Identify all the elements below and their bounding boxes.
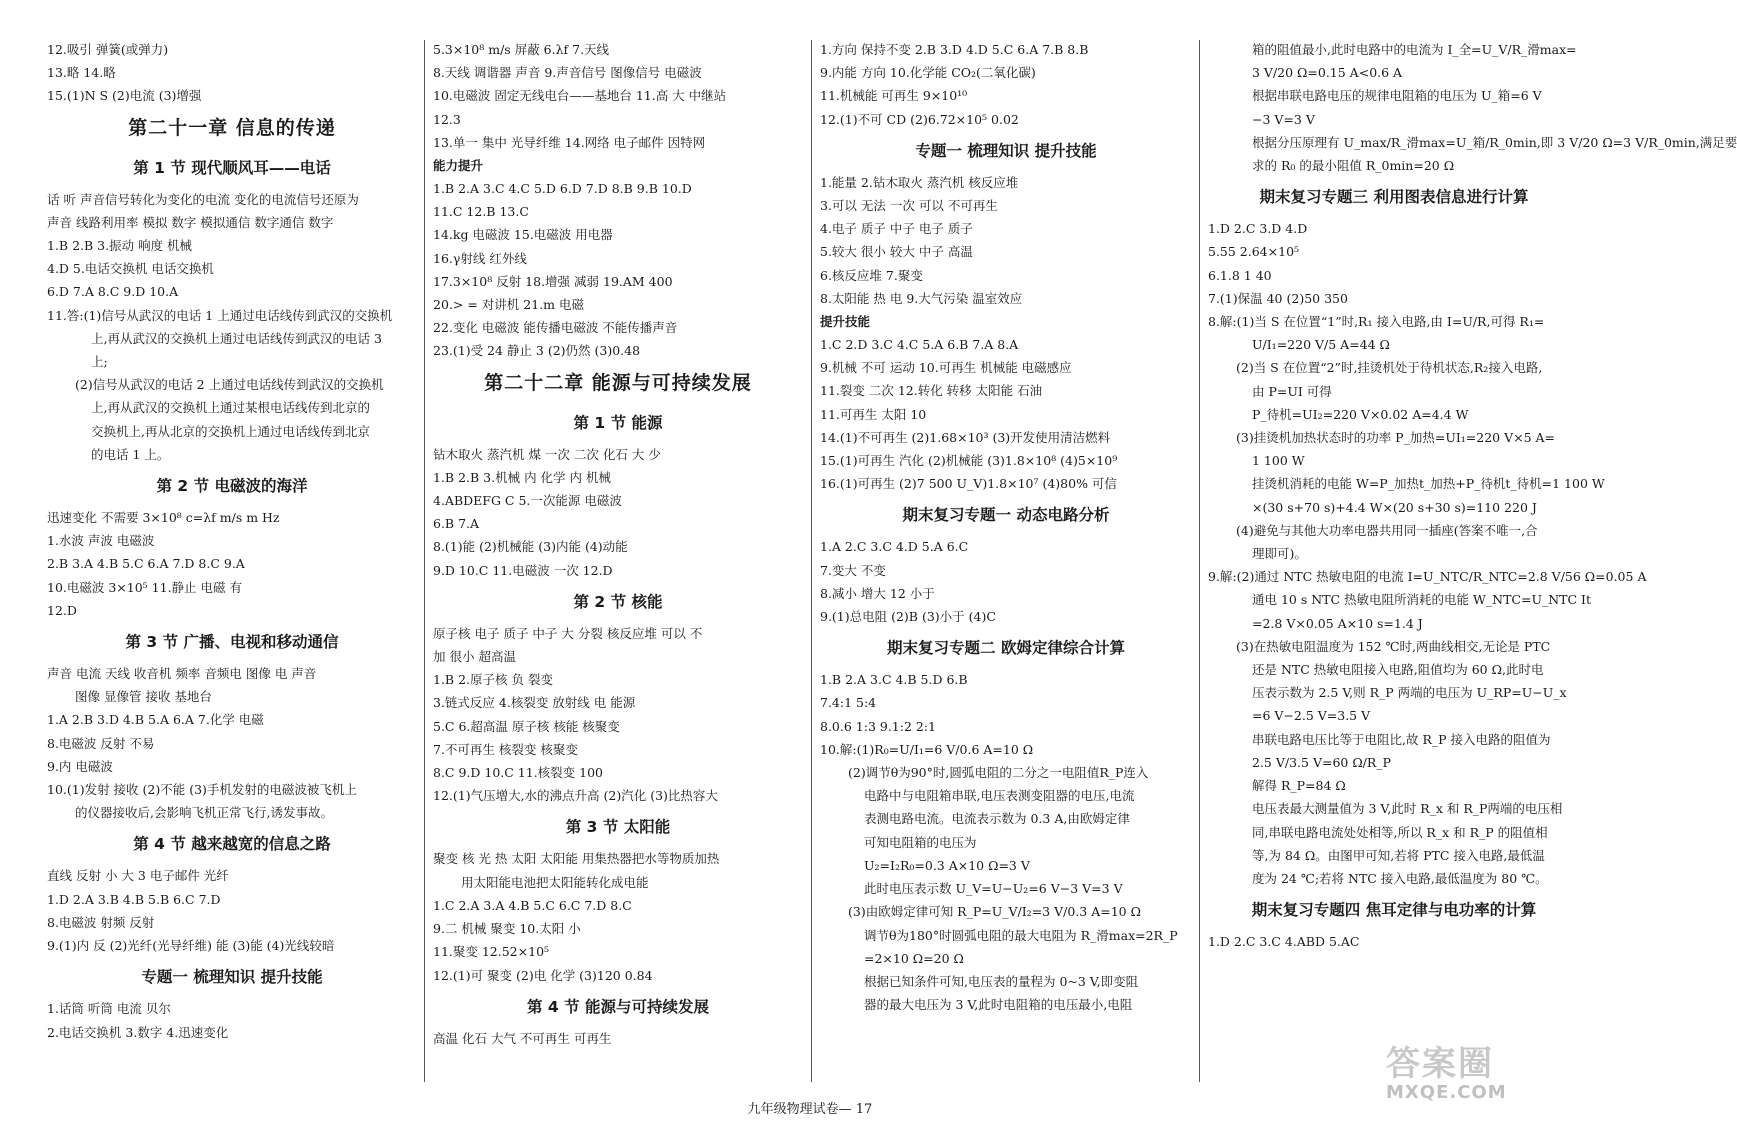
section-heading: 期末复习专题三 利用图表信息进行计算: [1259, 188, 1529, 207]
answer-line: 根据串联电路电压的规律电阻箱的电压为 U_箱=6 V: [1252, 88, 1542, 104]
answer-line: 23.(1)受 24 静止 3 (2)仍然 (3)0.48: [433, 343, 641, 359]
answer-line: 1.B 2.A 3.C 4.C 5.D 6.D 7.D 8.B 9.B 10.D: [433, 181, 692, 197]
answer-line: (4)避免与其他大功率电器共用同一插座(答案不唯一,合: [1236, 522, 1538, 538]
answer-line: 9.(1)内 反 (2)光纤(光导纤维) 能 (3)能 (4)光线较暗: [47, 938, 335, 954]
chapter-heading: 第二十一章 信息的传递: [128, 116, 336, 139]
answer-line: 1 100 W: [1252, 453, 1305, 469]
answer-line: 10.(1)发射 接收 (2)不能 (3)手机发射的电磁波被飞机上: [47, 782, 357, 798]
section-heading: 第 4 节 能源与可持续发展: [527, 997, 709, 1016]
answer-line: 度为 24 ℃;若将 NTC 接入电路,最低温度为 80 ℃。: [1252, 870, 1548, 886]
answer-line: 1.B 2.B 3.振动 响度 机械: [47, 238, 193, 254]
answer-line: 12.3: [433, 111, 461, 127]
answer-line: 的电话 1 上。: [91, 446, 170, 462]
answer-line: 2.5 V/3.5 V=60 Ω/R_P: [1252, 754, 1391, 770]
answer-line: 3.可以 无法 一次 可以 不可再生: [820, 198, 998, 214]
answer-line: 器的最大电压为 3 V,此时电阻箱的电压最小,电阻: [864, 997, 1133, 1013]
answer-line: 1.A 2.B 3.D 4.B 5.A 6.A 7.化学 电磁: [47, 712, 264, 728]
answer-line: 1.C 2.D 3.C 4.C 5.A 6.B 7.A 8.A: [820, 337, 1019, 353]
answer-line: 1.话筒 听筒 电流 贝尔: [47, 1001, 171, 1017]
column-divider: [424, 40, 425, 1082]
answer-line: 1.B 2.原子核 负 裂变: [433, 672, 553, 688]
answer-line: 12.(1)不可 CD (2)6.72×10⁵ 0.02: [820, 111, 1019, 127]
answer-line: 上,再从武汉的交换机上通过电话线传到武汉的电话 3: [91, 330, 382, 346]
answer-line: 3 V/20 Ω=0.15 A<0.6 A: [1252, 65, 1403, 81]
answer-line: 8.电磁波 射频 反射: [47, 914, 155, 930]
answer-line: 用太阳能电池把太阳能转化成电能: [461, 874, 649, 890]
answer-line: =2×10 Ω=20 Ω: [864, 950, 964, 966]
watermark-logo: [1386, 1046, 1586, 1116]
answer-line: 解得 R_P=84 Ω: [1252, 778, 1346, 794]
answer-line: 13.单一 集中 光导纤维 14.网络 电子邮件 因特网: [433, 134, 706, 150]
answer-line: 6.B 7.A: [433, 516, 480, 532]
section-heading: 期末复习专题二 欧姆定律综合计算: [887, 639, 1125, 658]
answer-line: 16.(1)可再生 (2)7 500 U_V)1.8×10⁷ (4)80% 可信: [820, 476, 1117, 492]
answer-line: (2)调节θ为90°时,圆弧电阻的二分之一电阻值R_P连入: [848, 765, 1149, 781]
answer-line: 9.(1)总电阻 (2)B (3)小于 (4)C: [820, 609, 996, 625]
answer-line: 12.D: [47, 602, 77, 618]
answer-line: U₂=I₂R₀=0.3 A×10 Ω=3 V: [864, 857, 1030, 873]
answer-line: 13.略 14.略: [47, 65, 116, 81]
answer-line: 1.B 2.B 3.机械 内 化学 内 机械: [433, 469, 611, 485]
answer-line: 4.ABDEFG C 5.一次能源 电磁波: [433, 493, 622, 509]
answer-line: 7.4:1 5:4: [820, 695, 877, 711]
answer-line: 14.(1)不可再生 (2)1.68×10³ (3)开发使用清洁燃料: [820, 429, 1111, 445]
answer-line: 1.水波 声波 电磁波: [47, 533, 155, 549]
answer-line: (2)当 S 在位置“2”时,挂烫机处于待机状态,R₂接入电路,: [1236, 360, 1543, 376]
answer-line: 通电 10 s NTC 热敏电阻所消耗的电能 W_NTC=U_NTC It: [1252, 592, 1591, 608]
answer-line: 话 听 声音信号转化为变化的电流 变化的电流信号还原为: [47, 191, 359, 207]
answer-line: 15.(1)N S (2)电流 (3)增强: [47, 88, 202, 104]
answer-line: 交换机上,再从北京的交换机上通过电话线传到北京: [91, 423, 370, 439]
answer-line: 12.(1)可 聚变 (2)电 化学 (3)120 0.84: [433, 967, 653, 983]
answer-line: 加 很小 超高温: [433, 649, 516, 665]
answer-line: 11.聚变 12.52×10⁵: [433, 944, 550, 960]
answer-line: 7.变大 不变: [820, 562, 886, 578]
section-heading: 期末复习专题一 动态电路分析: [902, 506, 1110, 525]
answer-line: 12.(1)气压增大,水的沸点升高 (2)汽化 (3)比热容大: [433, 788, 718, 804]
answer-line: 11.机械能 可再生 9×10¹⁰: [820, 88, 968, 104]
answer-line: 根据分压原理有 U_max/R_滑max=U_箱/R_0min,即 3 V/20 Ω=3 V/R_0min,满足要: [1252, 134, 1737, 150]
section-heading: 第 3 节 太阳能: [565, 818, 671, 837]
column-4: [1208, 38, 1737, 1088]
answer-line: 2.电话交换机 3.数字 4.迅速变化: [47, 1024, 229, 1040]
answer-line: 2.B 3.A 4.B 5.C 6.A 7.D 8.C 9.A: [47, 556, 245, 572]
answer-line: 1.D 2.C 3.C 4.ABD 5.AC: [1208, 934, 1360, 950]
answer-line: 高温 化石 大气 不可再生 可再生: [433, 1030, 612, 1046]
answer-line: (2)信号从武汉的电话 2 上通过电话线传到武汉的交换机: [75, 377, 384, 393]
answer-line: 电压表最大测量值为 3 V,此时 R_x 和 R_P两端的电压相: [1252, 801, 1563, 817]
answer-line: 压表示数为 2.5 V,则 R_P 两端的电压为 U_RP=U−U_x: [1252, 685, 1567, 701]
answer-line: 1.B 2.A 3.C 4.B 5.D 6.B: [820, 672, 968, 688]
answer-line: 1.D 2.A 3.B 4.B 5.B 6.C 7.D: [47, 891, 221, 907]
answer-line: 求的 R₀ 的最小阻值 R_0min=20 Ω: [1252, 158, 1455, 174]
answer-line: 11.答:(1)信号从武汉的电话 1 上通过电话线传到武汉的交换机: [47, 307, 393, 323]
answer-line: 8.C 9.D 10.C 11.核裂变 100: [433, 765, 604, 781]
answer-line: 7.(1)保温 40 (2)50 350: [1208, 290, 1348, 306]
answer-line: 串联电路电压比等于电阻比,故 R_P 接入电路的阻值为: [1252, 731, 1551, 747]
column-2: [433, 38, 803, 1088]
answer-line: 表测电路电流。电流表示数为 0.3 A,由欧姆定律: [864, 811, 1130, 827]
answer-line: 的仪器接收后,会影响飞机正常飞行,诱发事故。: [75, 805, 333, 821]
answer-line: 理即可)。: [1252, 546, 1307, 562]
answer-line: U/I₁=220 V/5 A=44 Ω: [1252, 337, 1390, 353]
answer-line: 11.C 12.B 13.C: [433, 204, 529, 220]
section-heading: 第 1 节 能源: [573, 413, 663, 432]
answer-line: 9.二 机械 聚变 10.太阳 小: [433, 921, 581, 937]
answer-line: 6.1.8 1 40: [1208, 267, 1272, 283]
answer-line: 同,串联电路电流处处相等,所以 R_x 和 R_P 的阻值相: [1252, 824, 1548, 840]
answer-line: 6.D 7.A 8.C 9.D 10.A: [47, 284, 179, 300]
section-heading: 第 3 节 广播、电视和移动通信: [125, 633, 339, 652]
answer-line: 电路中与电阻箱串联,电压表测变阻器的电压,电流: [864, 788, 1135, 804]
answer-line: 8.0.6 1:3 9.1:2 2:1: [820, 718, 937, 734]
answer-line: 11.裂变 二次 12.转化 转移 太阳能 石油: [820, 383, 1043, 399]
answer-line: 10.解:(1)R₀=U/I₁=6 V/0.6 A=10 Ω: [820, 741, 1034, 757]
answer-line: 1.A 2.C 3.C 4.D 5.A 6.C: [820, 539, 969, 555]
answer-line: 9.机械 不可 运动 10.可再生 机械能 电磁感应: [820, 360, 1072, 376]
answer-line: 1.C 2.A 3.A 4.B 5.C 6.C 7.D 8.C: [433, 897, 632, 913]
answer-line: 4.D 5.电话交换机 电话交换机: [47, 261, 214, 277]
answer-line: 原子核 电子 质子 中子 大 分裂 核反应堆 可以 不: [433, 625, 703, 641]
answer-line: 16.γ射线 红外线: [433, 250, 527, 266]
answer-line: 声音 线路利用率 模拟 数字 模拟通信 数字通信 数字: [47, 214, 334, 230]
answer-line: (3)挂烫机加热状态时的功率 P_加热=UI₁=220 V×5 A=: [1236, 430, 1556, 446]
answer-line: 上;: [91, 354, 108, 370]
answer-line: 聚变 核 光 热 太阳 太阳能 用集热器把水等物质加热: [433, 851, 720, 867]
answer-line: 11.可再生 太阳 10: [820, 406, 927, 422]
subsection-heading: 能力提升: [433, 158, 484, 174]
answer-line: 3.链式反应 4.核裂变 放射线 电 能源: [433, 695, 636, 711]
answer-line: 8.电磁波 反射 不易: [47, 735, 155, 751]
answer-line: ×(30 s+70 s)+4.4 W×(20 s+30 s)=110 220 J: [1252, 499, 1537, 515]
answer-line: 8.天线 调谐器 声音 9.声音信号 图像信号 电磁波: [433, 65, 702, 81]
answer-line: 7.不可再生 核裂变 核聚变: [433, 741, 578, 757]
answer-line: 10.电磁波 3×10⁵ 11.静止 电磁 有: [47, 579, 242, 595]
answer-line: 17.3×10⁸ 反射 18.增强 减弱 19.AM 400: [433, 273, 673, 289]
section-heading: 专题一 梳理知识 提升技能: [915, 141, 1097, 160]
section-heading: 期末复习专题四 焦耳定律与电功率的计算: [1251, 901, 1537, 920]
section-heading: 专题一 梳理知识 提升技能: [141, 968, 323, 987]
answer-line: 5.较大 很小 较大 中子 高温: [820, 244, 973, 260]
page-footer: 九年级物理试卷— 17: [747, 1102, 873, 1117]
answer-line: 直线 反射 小 大 3 电子邮件 光纤: [47, 868, 229, 884]
answer-line: 调节θ为180°时圆弧电阻的最大电阻为 R_滑max=2R_P: [864, 927, 1178, 943]
answer-line: 上,再从武汉的交换机上通过某根电话线传到北京的: [91, 400, 370, 416]
answer-line: 10.电磁波 固定无线电台——基地台 11.高 大 中继站: [433, 88, 727, 104]
answer-line: 由 P=UI 可得: [1252, 383, 1332, 399]
answer-line: =6 V−2.5 V=3.5 V: [1252, 708, 1371, 724]
column-divider: [1199, 40, 1200, 1082]
section-heading: 第 2 节 核能: [573, 592, 663, 611]
answer-line: 20.> = 对讲机 21.m 电磁: [433, 297, 584, 313]
answer-line: 箱的阻值最小,此时电路中的电流为 I_全=U_V/R_滑max=: [1252, 42, 1577, 57]
answer-line: =2.8 V×0.05 A×10 s=1.4 J: [1252, 615, 1423, 631]
subsection-heading: 提升技能: [820, 314, 871, 330]
answer-line: 5.C 6.超高温 原子核 核能 核聚变: [433, 718, 620, 734]
answer-line: 4.电子 质子 中子 电子 质子: [820, 221, 973, 237]
answer-line: 1.方向 保持不变 2.B 3.D 4.D 5.C 6.A 7.B 8.B: [820, 42, 1089, 57]
answer-line: 图像 显像管 接收 基地台: [75, 689, 212, 705]
answer-line: (3)由欧姆定律可知 R_P=U_V/I₂=3 V/0.3 A=10 Ω: [848, 904, 1141, 920]
answer-line: 6.核反应堆 7.聚变: [820, 267, 923, 283]
answer-line: 根据已知条件可知,电压表的量程为 0~3 V,即变阻: [864, 973, 1139, 989]
answer-line: 22.变化 电磁波 能传播电磁波 不能传播声音: [433, 320, 678, 336]
answer-line: 14.kg 电磁波 15.电磁波 用电器: [433, 227, 613, 243]
answer-line: 1.D 2.C 3.D 4.D: [1208, 221, 1308, 237]
answer-line: 8.(1)能 (2)机械能 (3)内能 (4)动能: [433, 539, 628, 555]
watermark-url: MXQE.COM: [1386, 1082, 1507, 1103]
answer-line: 8.太阳能 热 电 9.大气污染 温室效应: [820, 290, 1023, 306]
section-heading: 第 4 节 越来越宽的信息之路: [133, 835, 331, 854]
watermark-logo-text: 答案圈: [1386, 1044, 1494, 1084]
answer-line: 1.能量 2.钻木取火 蒸汽机 核反应堆: [820, 174, 1019, 190]
answer-line: −3 V=3 V: [1252, 111, 1315, 127]
answer-line: 挂烫机消耗的电能 W=P_加热t_加热+P_待机t_待机=1 100 W: [1252, 476, 1605, 492]
column-divider: [811, 40, 812, 1082]
answer-line: 此时电压表示数 U_V=U−U₂=6 V−3 V=3 V: [864, 881, 1123, 897]
section-heading: 第 1 节 现代顺风耳——电话: [133, 158, 331, 177]
answer-line: 9.内 电磁波: [47, 758, 113, 774]
answer-line: 可知电阻箱的电压为: [864, 834, 977, 850]
answer-line: (3)在热敏电阻温度为 152 ℃时,两曲线相交,无论是 PTC: [1236, 638, 1551, 654]
answer-line: 5.3×10⁸ m/s 屏蔽 6.λf 7.天线: [433, 42, 610, 57]
answer-line: 9.解:(2)通过 NTC 热敏电阻的电流 I=U_NTC/R_NTC=2.8 V/56 Ω=0.05 A: [1208, 569, 1647, 585]
answer-line: P_待机=UI₂=220 V×0.02 A=4.4 W: [1252, 406, 1469, 422]
answer-line: 12.吸引 弹簧(或弹力): [47, 42, 169, 57]
answer-line: 5.55 2.64×10⁵: [1208, 244, 1300, 260]
answer-line: 还是 NTC 热敏电阻接入电路,阻值均为 60 Ω,此时电: [1252, 662, 1544, 678]
answer-line: 8.解:(1)当 S 在位置“1”时,R₁ 接入电路,由 I=U/R,可得 R₁=: [1208, 314, 1545, 330]
answer-line: 15.(1)可再生 汽化 (2)机械能 (3)1.8×10⁸ (4)5×10⁹: [820, 453, 1118, 469]
answer-line: 8.减小 增大 12 小于: [820, 585, 935, 601]
answer-line: 9.内能 方向 10.化学能 CO₂(二氧化碳): [820, 65, 1036, 81]
answer-line: 声音 电流 天线 收音机 频率 音频电 图像 电 声音: [47, 666, 317, 682]
column-3: [820, 38, 1192, 1088]
answer-line: 9.D 10.C 11.电磁波 一次 12.D: [433, 562, 613, 578]
chapter-heading: 第二十二章 能源与可持续发展: [484, 371, 752, 394]
answer-line: 钻木取火 蒸汽机 煤 一次 二次 化石 大 少: [433, 446, 661, 462]
column-1: [47, 38, 417, 1088]
section-heading: 第 2 节 电磁波的海洋: [156, 477, 308, 496]
answer-line: 迅速变化 不需要 3×10⁸ c=λf m/s m Hz: [47, 510, 280, 526]
answer-line: 等,为 84 Ω。由图甲可知,若将 PTC 接入电路,最低温: [1252, 847, 1545, 863]
